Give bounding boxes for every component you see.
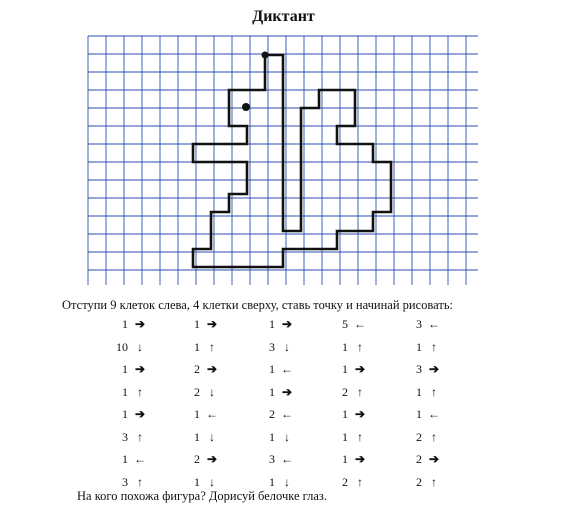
step-count: 1: [122, 384, 128, 399]
arrow-right-icon: ➔: [428, 362, 440, 376]
arrow-up-icon: ↑: [431, 339, 437, 354]
arrow-right-icon: ➔: [354, 452, 366, 466]
dictation-step: [186, 362, 218, 377]
dictation-step: [186, 317, 218, 332]
dictation-step: [334, 385, 366, 400]
arrow-left-icon: ←: [281, 362, 293, 376]
step-count: 1: [342, 452, 348, 466]
step-count: 1: [122, 317, 128, 331]
dictation-step: [186, 407, 218, 422]
step-count: 1: [342, 339, 348, 354]
arrow-down-icon: ↓: [209, 384, 215, 399]
step-count: 1: [342, 429, 348, 444]
dictation-step: [334, 452, 366, 467]
dictation-step: [334, 430, 366, 445]
dictation-step: [408, 407, 440, 422]
squirrel-outline: [193, 55, 391, 267]
dictation-step: [114, 385, 146, 400]
step-count: 2: [416, 474, 422, 489]
dictation-step: [408, 452, 440, 467]
arrow-up-icon: ↑: [357, 429, 363, 444]
step-count: 3: [269, 452, 275, 466]
arrow-up-icon: ↑: [357, 384, 363, 399]
dictation-step: [408, 385, 440, 400]
step-count: 1: [194, 339, 200, 354]
dictation-step: [114, 452, 146, 467]
step-count: 3: [416, 362, 422, 376]
dictation-step: [261, 317, 293, 332]
dictation-step: [408, 475, 440, 490]
step-count: 2: [269, 407, 275, 421]
step-count: 2: [342, 474, 348, 489]
instruction-text: Отступи 9 клеток слева, 4 клетки сверху, ставь точку и начинай рисовать:: [62, 298, 454, 312]
step-count: 2: [194, 452, 200, 466]
arrow-down-icon: ↓: [209, 429, 215, 444]
dictation-step: [261, 430, 293, 445]
step-count: 1: [122, 362, 128, 376]
arrow-right-icon: ➔: [354, 407, 366, 421]
eye-dot: [242, 103, 250, 111]
dictation-step: [186, 385, 218, 400]
dictation-step: [261, 385, 293, 400]
dictation-step: [114, 430, 146, 445]
dictation-step: [408, 430, 440, 445]
dictation-step: [261, 475, 293, 490]
arrow-right-icon: ➔: [134, 362, 146, 376]
arrow-up-icon: ↑: [431, 429, 437, 444]
arrow-left-icon: ←: [428, 407, 440, 421]
step-count: 1: [269, 429, 275, 444]
step-count: 3: [122, 474, 128, 489]
step-count: 1: [416, 384, 422, 399]
step-count: 1: [194, 407, 200, 421]
arrow-right-icon: ➔: [428, 452, 440, 466]
arrow-down-icon: ↓: [137, 339, 143, 354]
arrow-up-icon: ↑: [431, 384, 437, 399]
arrow-down-icon: ↓: [284, 474, 290, 489]
dictation-step: [261, 452, 293, 467]
arrow-up-icon: ↑: [137, 384, 143, 399]
arrow-left-icon: ←: [281, 407, 293, 421]
arrow-right-icon: ➔: [281, 317, 293, 331]
step-count: 3: [416, 317, 422, 331]
dictation-step: [334, 362, 366, 377]
dictation-step: [261, 407, 293, 422]
start-dot: [262, 52, 269, 59]
arrow-left-icon: ←: [134, 452, 146, 466]
arrow-right-icon: ➔: [206, 317, 218, 331]
dictation-step: [408, 362, 440, 377]
arrow-up-icon: ↑: [357, 339, 363, 354]
arrow-right-icon: ➔: [206, 362, 218, 376]
arrow-down-icon: ↓: [209, 474, 215, 489]
step-count: 3: [269, 339, 275, 354]
dictation-step: [334, 317, 366, 332]
arrow-down-icon: ↓: [284, 429, 290, 444]
step-count: 1: [342, 407, 348, 421]
arrow-up-icon: ↑: [431, 474, 437, 489]
step-count: 1: [269, 362, 275, 376]
arrow-up-icon: ↑: [137, 429, 143, 444]
arrow-right-icon: ➔: [206, 452, 218, 466]
dictation-step: [114, 362, 146, 377]
dictation-step: [186, 340, 218, 355]
step-count: 1: [342, 362, 348, 376]
step-count: 2: [194, 362, 200, 376]
step-count: 1: [122, 452, 128, 466]
step-count: 1: [269, 384, 275, 399]
step-count: 2: [194, 384, 200, 399]
dictation-step: [408, 340, 440, 355]
arrow-left-icon: ←: [206, 407, 218, 421]
arrow-left-icon: ←: [354, 317, 366, 331]
dictation-step: [408, 317, 440, 332]
arrow-right-icon: ➔: [134, 317, 146, 331]
dictation-step: [186, 430, 218, 445]
dictation-step: [261, 340, 293, 355]
step-count: 1: [122, 407, 128, 421]
step-count: 1: [269, 474, 275, 489]
step-count: 10: [116, 339, 128, 354]
step-count: 5: [342, 317, 348, 331]
step-count: 1: [269, 317, 275, 331]
arrow-up-icon: ↑: [357, 474, 363, 489]
arrow-right-icon: ➔: [281, 384, 293, 399]
arrow-up-icon: ↑: [137, 474, 143, 489]
step-count: 1: [416, 339, 422, 354]
arrow-left-icon: ←: [428, 317, 440, 331]
arrow-right-icon: ➔: [354, 362, 366, 376]
dictation-step: [186, 452, 218, 467]
dictation-step: [114, 475, 146, 490]
dictation-step: [186, 475, 218, 490]
arrow-left-icon: ←: [281, 452, 293, 466]
dictation-step: [261, 362, 293, 377]
dictation-step: [114, 317, 146, 332]
dictation-step: [334, 475, 366, 490]
dictation-step: [334, 407, 366, 422]
step-count: 1: [194, 474, 200, 489]
dictation-step: [114, 340, 146, 355]
step-count: 2: [342, 384, 348, 399]
arrow-up-icon: ↑: [209, 339, 215, 354]
step-count: 1: [416, 407, 422, 421]
page-title: Диктант: [252, 8, 315, 25]
arrow-right-icon: ➔: [134, 407, 146, 421]
step-count: 1: [194, 317, 200, 331]
step-count: 2: [416, 452, 422, 466]
dictation-step: [334, 340, 366, 355]
step-count: 3: [122, 429, 128, 444]
dictation-step: [114, 407, 146, 422]
question-text: На кого похожа фигура? Дорисуй белочке глаз.: [77, 489, 327, 503]
arrow-down-icon: ↓: [284, 339, 290, 354]
step-count: 1: [194, 429, 200, 444]
step-count: 2: [416, 429, 422, 444]
